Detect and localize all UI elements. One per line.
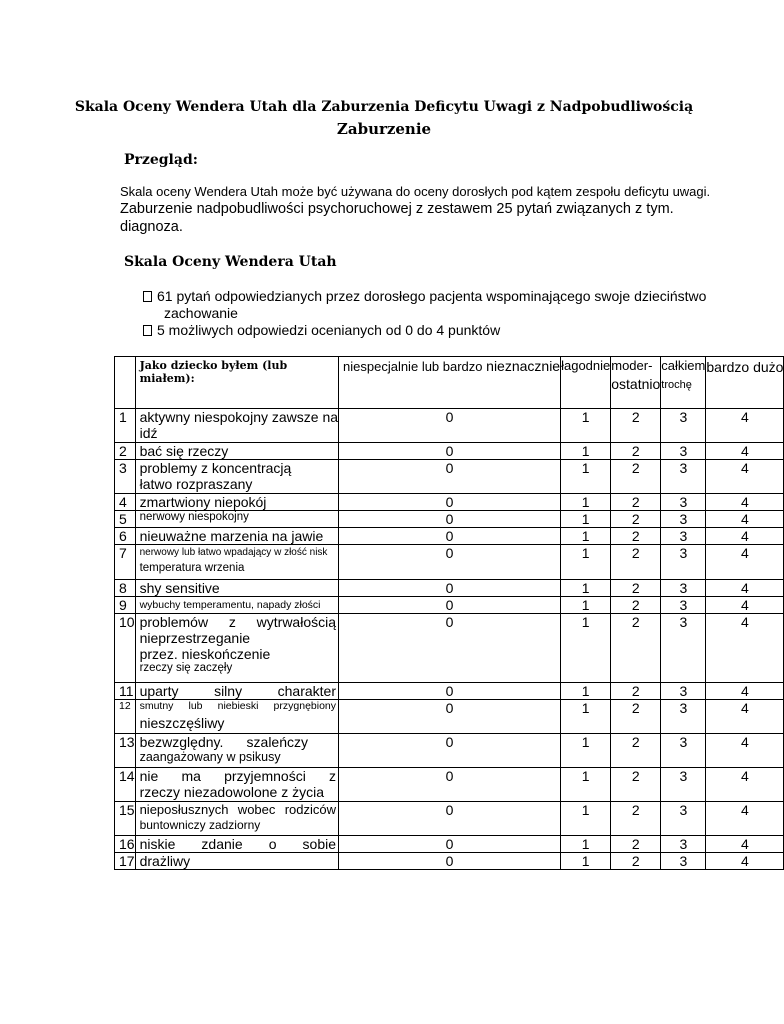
row-description xyxy=(135,614,338,683)
row-description-line: nieposłusznych wobec rodziców xyxy=(139,802,337,817)
score-1: 1 xyxy=(561,580,611,597)
header-col-2 xyxy=(611,357,661,409)
row-description xyxy=(135,853,338,870)
score-1: 1 xyxy=(561,768,611,802)
bullet-text: 5 możliwych odpowiedzi ocenianych od 0 do 4 punktów xyxy=(157,322,501,338)
score-0: 0 xyxy=(339,597,561,614)
score-1: 1 xyxy=(561,836,611,853)
row-description-line: problemy z koncentracją xyxy=(139,460,292,476)
score-2: 2 xyxy=(611,802,661,836)
score-1: 1 xyxy=(561,597,611,614)
bullet-continuation: zachowanie xyxy=(164,305,238,321)
row-description-line: drażliwy xyxy=(139,853,191,869)
overview-line-3: diagnoza. xyxy=(120,219,183,235)
scale-heading: Skala Oceny Wendera Utah xyxy=(124,254,337,270)
score-0: 0 xyxy=(339,511,561,528)
row-description xyxy=(135,768,338,802)
row-description xyxy=(135,545,338,580)
score-0: 0 xyxy=(339,580,561,597)
row-number: 9 xyxy=(115,597,136,614)
score-3: 3 xyxy=(661,768,706,802)
row-description-line: nie ma przyjemności z xyxy=(139,768,337,784)
row-description xyxy=(135,511,338,528)
row-number: 13 xyxy=(115,734,136,768)
header-col-0-line-3: nieznacznie xyxy=(486,358,561,374)
row-number: 10 xyxy=(115,614,136,683)
score-3: 3 xyxy=(661,494,706,511)
score-0: 0 xyxy=(339,734,561,768)
table-row xyxy=(115,443,784,460)
score-4: 4 xyxy=(706,494,784,511)
score-0: 0 xyxy=(339,460,561,494)
table-row xyxy=(115,836,784,853)
score-4: 4 xyxy=(706,768,784,802)
header-col-0-line-1: niespecjalnie xyxy=(343,359,419,374)
row-description-line: zmartwiony niepokój xyxy=(139,494,267,510)
row-description xyxy=(135,700,338,734)
score-1: 1 xyxy=(561,494,611,511)
bullet-item xyxy=(143,288,743,305)
row-description-line: uparty silny charakter xyxy=(139,683,337,699)
score-2: 2 xyxy=(611,683,661,700)
score-2: 2 xyxy=(611,853,661,870)
table-row xyxy=(115,853,784,870)
score-3: 3 xyxy=(661,734,706,768)
overview-paragraph xyxy=(120,183,720,236)
score-1: 1 xyxy=(561,409,611,443)
score-4: 4 xyxy=(706,460,784,494)
score-0: 0 xyxy=(339,494,561,511)
row-number: 15 xyxy=(115,802,136,836)
score-3: 3 xyxy=(661,853,706,870)
table-row xyxy=(115,768,784,802)
row-number: 16 xyxy=(115,836,136,853)
overview-line-1: Skala oceny Wendera Utah może być używana do oceny dorosłych pod kątem zespołu deficytu uwagi. xyxy=(120,184,711,199)
header-col-3-line-2: trochę xyxy=(661,379,692,391)
row-description xyxy=(135,836,338,853)
row-description-line: smutny lub niebieski przygnębiony xyxy=(139,700,337,712)
row-description-line: bezwzględny. szaleńczy xyxy=(139,734,309,750)
row-description-line: przez. nieskończenie xyxy=(139,646,271,662)
table-header-row xyxy=(115,357,784,409)
score-2: 2 xyxy=(611,443,661,460)
title-line-2: Zaburzenie xyxy=(336,120,432,138)
score-0: 0 xyxy=(339,545,561,580)
score-2: 2 xyxy=(611,528,661,545)
row-description-line: nerwowy lub łatwo wpadający w złość nisk xyxy=(139,547,328,558)
score-2: 2 xyxy=(611,494,661,511)
score-4: 4 xyxy=(706,597,784,614)
row-description-line: problemów z wytrwałością xyxy=(139,614,337,630)
score-1: 1 xyxy=(561,853,611,870)
score-3: 3 xyxy=(661,580,706,597)
header-col-3 xyxy=(661,357,706,409)
row-description-line: temperatura wrzenia xyxy=(139,562,245,574)
score-3: 3 xyxy=(661,802,706,836)
score-0: 0 xyxy=(339,443,561,460)
score-1: 1 xyxy=(561,734,611,768)
row-number: 14 xyxy=(115,768,136,802)
overview-heading: Przegląd: xyxy=(124,152,198,168)
row-description-line: nieuważne marzenia na jawie xyxy=(139,528,324,544)
table-row xyxy=(115,683,784,700)
score-4: 4 xyxy=(706,802,784,836)
score-4: 4 xyxy=(706,528,784,545)
score-3: 3 xyxy=(661,528,706,545)
score-0: 0 xyxy=(339,700,561,734)
score-4: 4 xyxy=(706,614,784,683)
score-2: 2 xyxy=(611,511,661,528)
bullet-list xyxy=(143,288,743,339)
row-description-line: nieszczęśliwy xyxy=(139,715,225,731)
score-2: 2 xyxy=(611,580,661,597)
score-3: 3 xyxy=(661,460,706,494)
table-row xyxy=(115,511,784,528)
row-description-line: niskie zdanie o sobie xyxy=(139,836,337,852)
score-3: 3 xyxy=(661,836,706,853)
header-col-2-line-2: ostatnio xyxy=(611,376,661,392)
bullet-item xyxy=(143,322,743,339)
score-2: 2 xyxy=(611,597,661,614)
table-row xyxy=(115,700,784,734)
bullet-text: 61 pytań odpowiedzianych przez dorosłego pacjenta wspominającego swoje dzieciństwo xyxy=(157,288,707,304)
score-1: 1 xyxy=(561,460,611,494)
table-row xyxy=(115,409,784,443)
row-description xyxy=(135,528,338,545)
row-description-line: buntowniczy zadziorny xyxy=(139,818,261,832)
score-4: 4 xyxy=(706,734,784,768)
title-line-1: Skala Oceny Wendera Utah dla Zaburzenia Deficytu Uwagi z Nadpobudliwością xyxy=(74,99,694,115)
score-4: 4 xyxy=(706,545,784,580)
score-1: 1 xyxy=(561,443,611,460)
row-description xyxy=(135,460,338,494)
header-col-0-line-2: lub bardzo xyxy=(421,359,483,374)
score-4: 4 xyxy=(706,443,784,460)
score-1: 1 xyxy=(561,511,611,528)
header-col-4 xyxy=(706,357,784,409)
row-number: 12 xyxy=(115,700,136,734)
score-0: 0 xyxy=(339,683,561,700)
score-3: 3 xyxy=(661,443,706,460)
row-description-line: łatwo rozpraszany xyxy=(139,476,253,492)
row-number: 8 xyxy=(115,580,136,597)
score-2: 2 xyxy=(611,836,661,853)
row-number: 7 xyxy=(115,545,136,580)
checkbox-bullet-icon xyxy=(143,325,152,336)
row-description-line: rzeczy się zaczęły xyxy=(139,662,233,674)
score-4: 4 xyxy=(706,853,784,870)
row-description-line: bać się rzeczy xyxy=(139,443,229,459)
score-2: 2 xyxy=(611,734,661,768)
score-3: 3 xyxy=(661,683,706,700)
row-description-line: idź xyxy=(139,425,158,441)
header-col-0 xyxy=(339,357,561,409)
table-row xyxy=(115,597,784,614)
table-row xyxy=(115,802,784,836)
row-description-line: aktywny niespokojny zawsze na xyxy=(139,409,339,425)
table-row xyxy=(115,528,784,545)
table-row xyxy=(115,545,784,580)
score-4: 4 xyxy=(706,836,784,853)
row-number: 17 xyxy=(115,853,136,870)
score-0: 0 xyxy=(339,409,561,443)
score-1: 1 xyxy=(561,700,611,734)
score-4: 4 xyxy=(706,511,784,528)
score-0: 0 xyxy=(339,836,561,853)
row-description xyxy=(135,683,338,700)
score-1: 1 xyxy=(561,614,611,683)
row-description xyxy=(135,409,338,443)
score-3: 3 xyxy=(661,700,706,734)
score-3: 3 xyxy=(661,545,706,580)
row-description xyxy=(135,580,338,597)
overview-line-2: Zaburzenie nadpobudliwości psychoruchowej z zestawem 25 pytań związanych z tym. xyxy=(120,201,674,217)
score-1: 1 xyxy=(561,528,611,545)
checkbox-bullet-icon xyxy=(143,291,152,302)
row-number: 1 xyxy=(115,409,136,443)
header-col-3-line-1: całkiem xyxy=(661,358,706,373)
score-3: 3 xyxy=(661,597,706,614)
score-2: 2 xyxy=(611,700,661,734)
score-3: 3 xyxy=(661,614,706,683)
score-3: 3 xyxy=(661,409,706,443)
score-2: 2 xyxy=(611,545,661,580)
header-col-1: łagodnie xyxy=(561,357,611,409)
score-1: 1 xyxy=(561,545,611,580)
table-row xyxy=(115,580,784,597)
header-description: Jako dziecko byłem (lub miałem): xyxy=(135,357,338,409)
score-2: 2 xyxy=(611,614,661,683)
row-number: 5 xyxy=(115,511,136,528)
score-0: 0 xyxy=(339,528,561,545)
table-row xyxy=(115,614,784,683)
row-description-line: nerwowy niespokojny xyxy=(139,511,249,523)
header-num-cell xyxy=(115,357,136,409)
score-2: 2 xyxy=(611,460,661,494)
score-3: 3 xyxy=(661,511,706,528)
score-0: 0 xyxy=(339,853,561,870)
row-description xyxy=(135,734,338,768)
score-1: 1 xyxy=(561,683,611,700)
row-description-line: wybuchy temperamentu, napady złości xyxy=(139,599,321,611)
row-description-line: shy sensitive xyxy=(139,580,220,596)
score-4: 4 xyxy=(706,580,784,597)
score-4: 4 xyxy=(706,683,784,700)
row-number: 6 xyxy=(115,528,136,545)
score-0: 0 xyxy=(339,768,561,802)
table-row xyxy=(115,734,784,768)
score-1: 1 xyxy=(561,802,611,836)
document-title xyxy=(0,96,768,140)
score-4: 4 xyxy=(706,409,784,443)
row-number: 4 xyxy=(115,494,136,511)
score-2: 2 xyxy=(611,409,661,443)
score-0: 0 xyxy=(339,802,561,836)
row-description-line: nieprzestrzeganie xyxy=(139,630,251,646)
table-row xyxy=(115,494,784,511)
row-number: 3 xyxy=(115,460,136,494)
row-description-line: zaangażowany w psikusy xyxy=(139,750,281,764)
row-description xyxy=(135,443,338,460)
row-description xyxy=(135,494,338,511)
header-col-4-line-2: dużo xyxy=(753,359,784,375)
row-number: 2 xyxy=(115,443,136,460)
table-row xyxy=(115,460,784,494)
header-col-2-line-1: moder- xyxy=(611,358,653,373)
row-description xyxy=(135,802,338,836)
row-description-line: rzeczy niezadowolone z życia xyxy=(139,784,324,800)
rating-table xyxy=(114,356,784,870)
row-description xyxy=(135,597,338,614)
score-2: 2 xyxy=(611,768,661,802)
score-4: 4 xyxy=(706,700,784,734)
score-0: 0 xyxy=(339,614,561,683)
row-number: 11 xyxy=(115,683,136,700)
header-col-4-line-1: bardzo xyxy=(706,359,750,375)
